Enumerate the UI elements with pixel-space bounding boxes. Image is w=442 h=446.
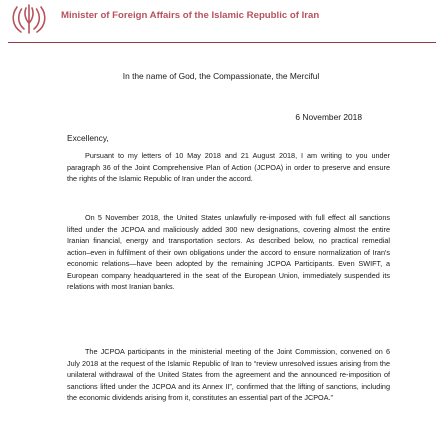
paragraph-3 xyxy=(67,346,390,404)
ministry-title: Minister of Foreign Affairs of the Islamic Republic of Iran xyxy=(61,10,320,21)
paragraph-1 xyxy=(67,150,390,185)
paragraph-2 xyxy=(67,212,390,293)
paragraph-1-text: Pursuant to my letters of 10 May 2018 and 21 August 2018, I am writing to you under paragraph 36 of the Joint Comprehensive Plan of Action (JCPOA) in order to preserve and ensure the rights of the Islamic Republic of Iran under the accord. xyxy=(67,151,390,183)
paragraph-2-text: On 5 November 2018, the United States unlawfully re-imposed with full effect all sanctions lifted under the JCPOA and maliciously added 300 new designations, covering almost the entire Iranian financial, energy and transportation sectors. As described below, no practical remedial action–even in fulfilment of their own obligations under the accord to ensure normalization of Iran's economic relations—have been adopted by the remaining JCPOA Participants. Even SWIFT, a European company headquartered in the seat of the European Union, immediately suspended its relations with most Iranian banks. xyxy=(67,213,390,291)
header-divider xyxy=(8,42,436,43)
paragraph-3-text: The JCPOA participants in the ministerial meeting of the Joint Commission, convened on 6 July 2018 at the request of the Islamic Republic of Iran to “review unresolved issues arising from the unilateral withdrawal of the United States from the agreement and the announced re-imposition of sanctions lifted under the JCPOA and its Annex II”, confirmed that the lifting of sanctions, including the economic dividends arising from it, constitutes an essential part of the JCPOA.” xyxy=(67,347,390,402)
letter-date: 6 November 2018 xyxy=(295,112,362,122)
iran-emblem-icon xyxy=(10,3,48,35)
salutation: Excellency, xyxy=(67,133,109,143)
basmala: In the name of God, the Compassionate, the Merciful xyxy=(122,71,320,81)
